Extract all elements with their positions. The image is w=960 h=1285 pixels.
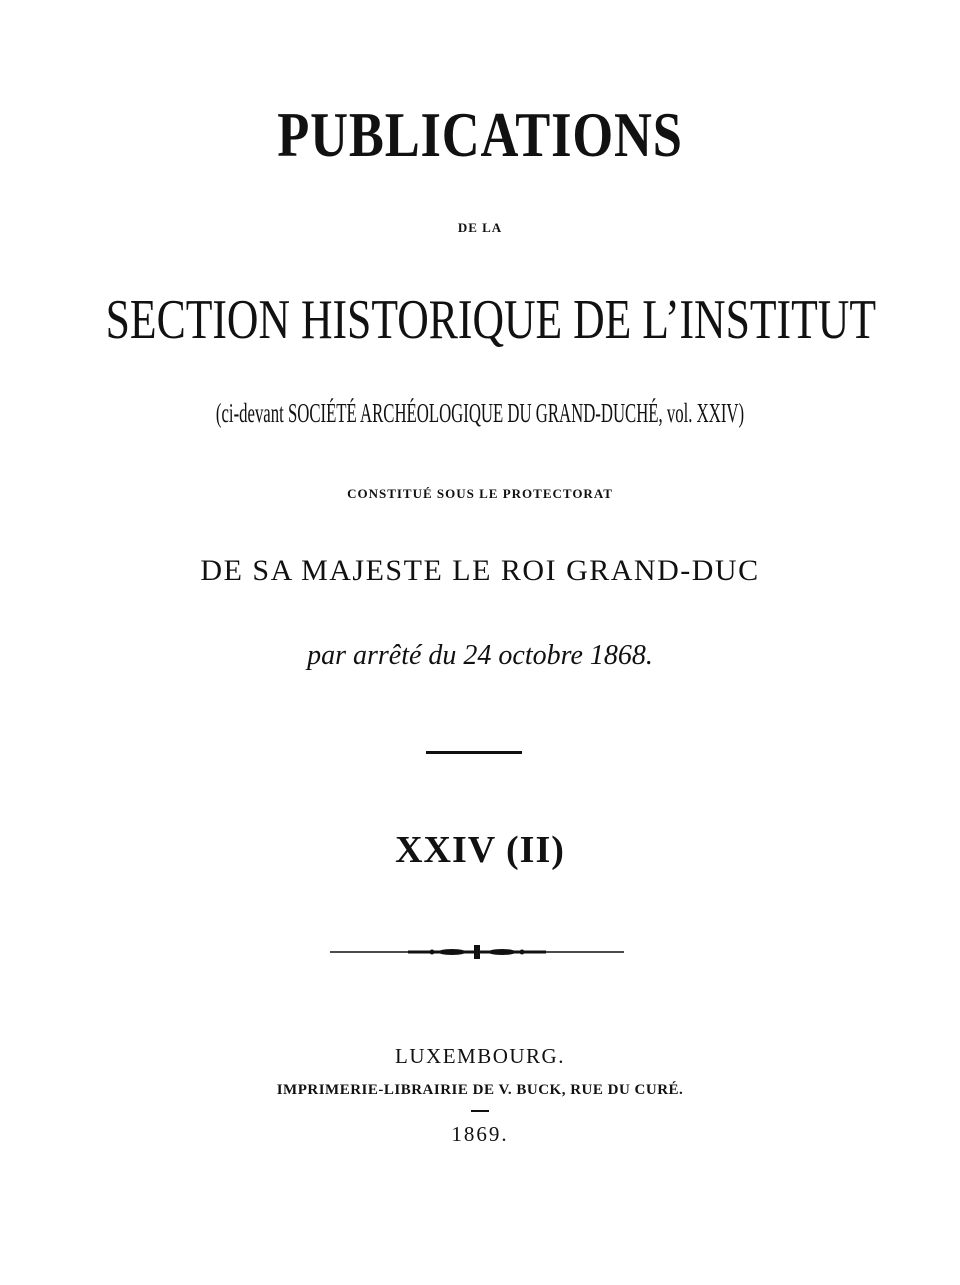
divider-rule [426,751,522,754]
ornament-divider [330,940,624,964]
arrete-line: par arrêté du 24 octobre 1868. [307,640,653,671]
majeste-line: DE SA MAJESTE LE ROI GRAND-DUC [200,554,760,587]
publication-year: 1869. [451,1122,509,1146]
de-la-text: DE LA [457,220,503,235]
ci-devant-line: (ci-devant SOCIÉTÉ ARCHÉOLOGIQUE DU GRAND-DUCHÉ, vol. XXIV) [215,398,745,428]
volume-number: XXIV (II) [395,829,565,871]
publication-city: LUXEMBOURG. [395,1044,565,1068]
constitue-line: CONSTITUÉ SOUS LE PROTECTORAT [347,486,613,501]
publication-title: PUBLICATIONS [277,99,683,170]
section-heading: SECTION HISTORIQUE DE L’INSTITUT [105,289,877,351]
small-dash [471,1110,489,1112]
printer-imprint: IMPRIMERIE-LIBRAIRIE DE V. BUCK, RUE DU CURÉ. [276,1082,684,1098]
